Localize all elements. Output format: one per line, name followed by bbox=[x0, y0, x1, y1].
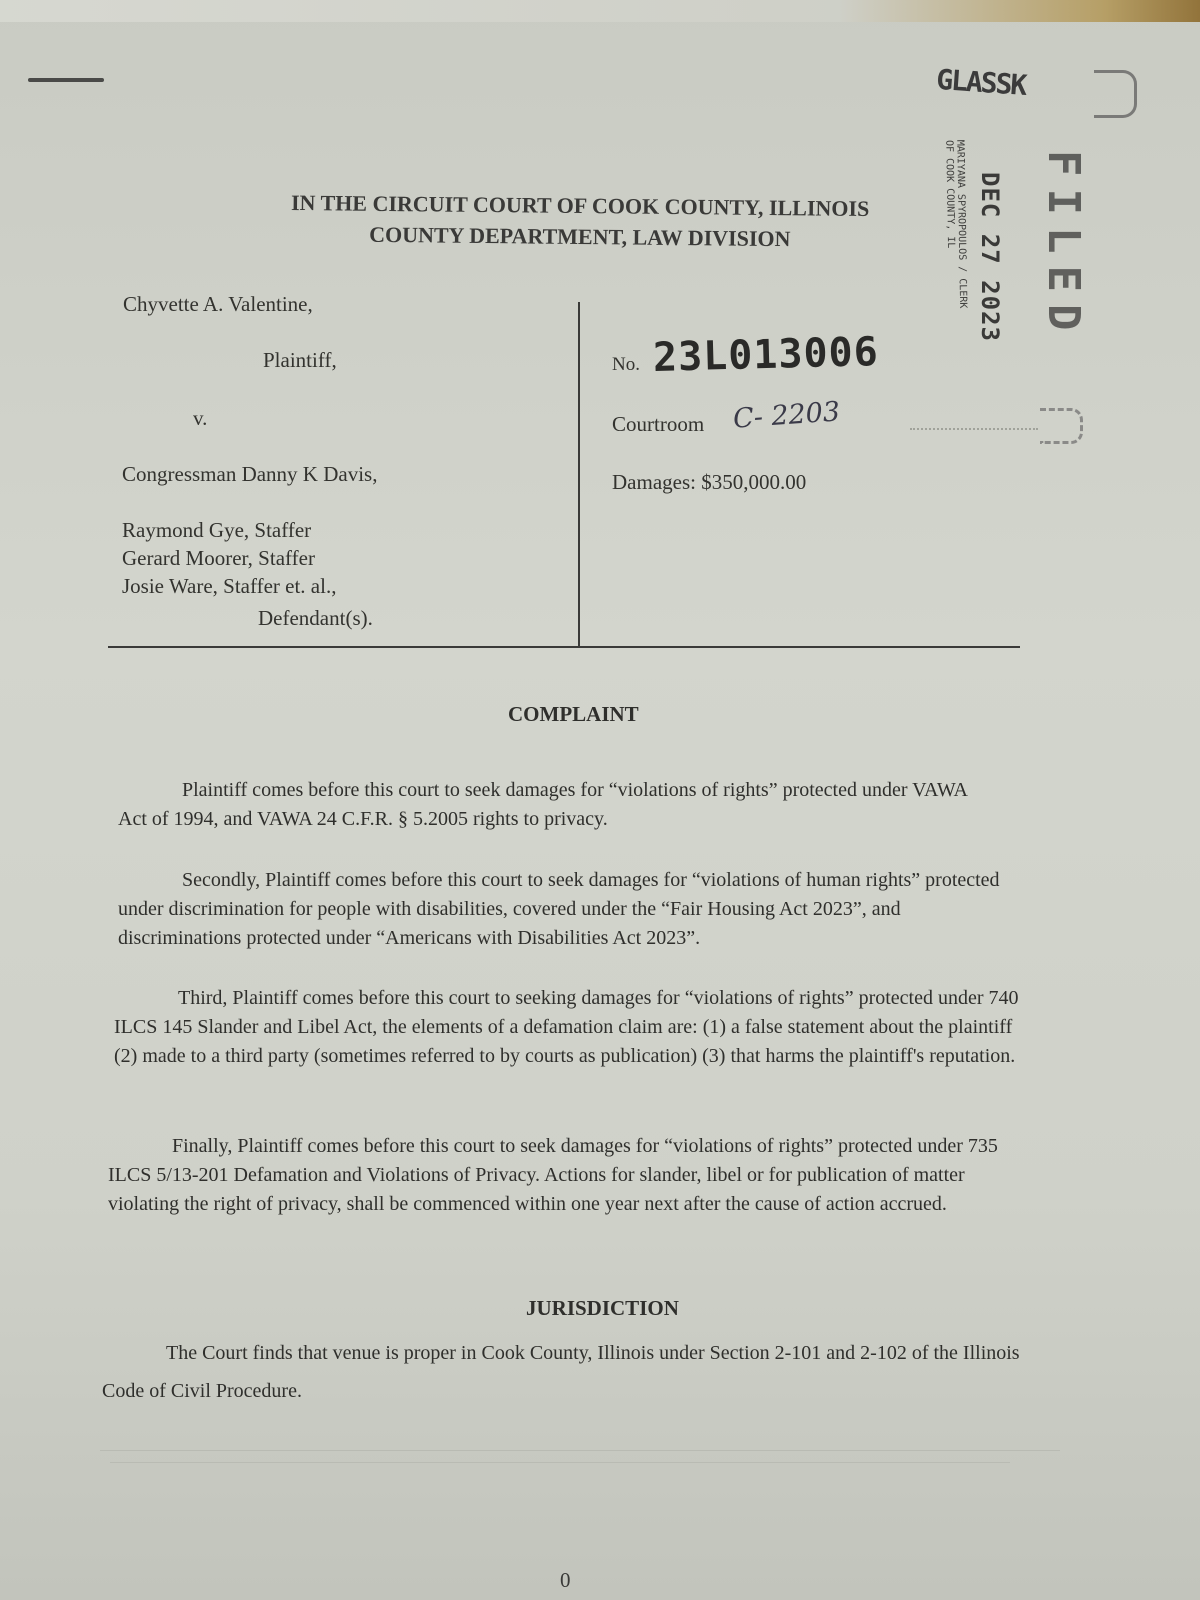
scan-artifact-line bbox=[100, 1450, 1060, 1451]
caption-horizontal-rule bbox=[108, 646, 1020, 648]
plaintiff-role: Plaintiff, bbox=[263, 348, 337, 372]
jurisdiction-heading: JURISDICTION bbox=[526, 1296, 679, 1320]
complaint-paragraph-3: Third, Plaintiff comes before this court to seeking damages for “violations of rights” protected under 740 ILCS 145 Slander and Libel Act, the elements of a defamation claim are: (1) a false statement about the plaintiff (2) made to a third party (sometimes referred to by courts as publication) (3) that harms the plaintiff's reputation. bbox=[114, 987, 1019, 1067]
case-caption bbox=[108, 290, 1018, 650]
case-number: 23L013006 bbox=[652, 329, 880, 381]
filed-stamp bbox=[1038, 150, 1098, 390]
page-top-edge bbox=[0, 0, 1200, 22]
complaint-paragraph-1: Plaintiff comes before this court to seek damages for “violations of rights” protected under VAWA Act of 1994, and VAWA 24 C.F.R. § 5.2005 rights to privacy. bbox=[118, 779, 967, 830]
complaint-paragraph-2: Secondly, Plaintiff comes before this court to seek damages for “violations of human rights” protected under discrimination for people with disabilities, covered under the “Fair Housing Act 2023”, and discriminations protected under “Americans with Disabilities Act 2023”. bbox=[118, 869, 1000, 949]
case-number-label: No. bbox=[612, 354, 640, 375]
courtroom-handwritten: C- 2203 bbox=[732, 396, 842, 435]
filed-date-stamp: DEC 27 2023 bbox=[976, 172, 1004, 342]
caption-vertical-rule bbox=[578, 302, 580, 648]
court-header-line2: COUNTY DEPARTMENT, LAW DIVISION bbox=[369, 221, 791, 252]
filed-stamp-text: FILED bbox=[1038, 150, 1089, 343]
damages-amount: Damages: $350,000.00 bbox=[612, 470, 807, 494]
defendant-2: Raymond Gye, Staffer bbox=[122, 518, 312, 542]
margin-dash-mark bbox=[28, 78, 104, 82]
complaint-heading: COMPLAINT bbox=[508, 702, 639, 726]
versus-label: v. bbox=[193, 406, 208, 430]
jurisdiction-paragraph: The Court finds that venue is proper in Cook County, Illinois under Section 2-101 and 2-102 of the Illinois Code of Civil Procedure. bbox=[102, 1342, 1020, 1402]
page-number: 0 bbox=[560, 1568, 571, 1592]
defendant-1: Congressman Danny K Davis, bbox=[122, 462, 378, 486]
defendant-3: Gerard Moorer, Staffer bbox=[122, 546, 315, 570]
stamp-top-code bbox=[935, 62, 1136, 116]
stamp-bracket-icon bbox=[1094, 70, 1137, 118]
plaintiff-name: Chyvette A. Valentine, bbox=[123, 292, 313, 316]
defendant-4: Josie Ware, Staffer et. al., bbox=[122, 574, 337, 598]
clerk-stamp-line1: MARIYANA SPYROPOULOS / CLERK bbox=[954, 139, 969, 309]
scan-artifact-line bbox=[110, 1462, 1010, 1463]
defendant-role: Defendant(s). bbox=[258, 606, 373, 630]
courtroom-label: Courtroom bbox=[612, 412, 705, 436]
complaint-paragraph-4: Finally, Plaintiff comes before this court to seek damages for “violations of rights” protected under 735 ILCS 5/13-201 Defamation and Violations of Privacy. Actions for slander, libel or for publication of matter violating the right of privacy, shall be commenced within one year next after the cause of action accrued. bbox=[108, 1135, 998, 1215]
stamp-top-code-text: GLASSK bbox=[935, 62, 1027, 102]
court-header bbox=[230, 186, 931, 255]
stamp-bracket-low-icon bbox=[1040, 408, 1083, 444]
court-header-line1: IN THE CIRCUIT COURT OF COOK COUNTY, ILLINOIS bbox=[290, 189, 870, 222]
clerk-stamp-line2: OF COOK COUNTY, IL bbox=[943, 139, 957, 249]
